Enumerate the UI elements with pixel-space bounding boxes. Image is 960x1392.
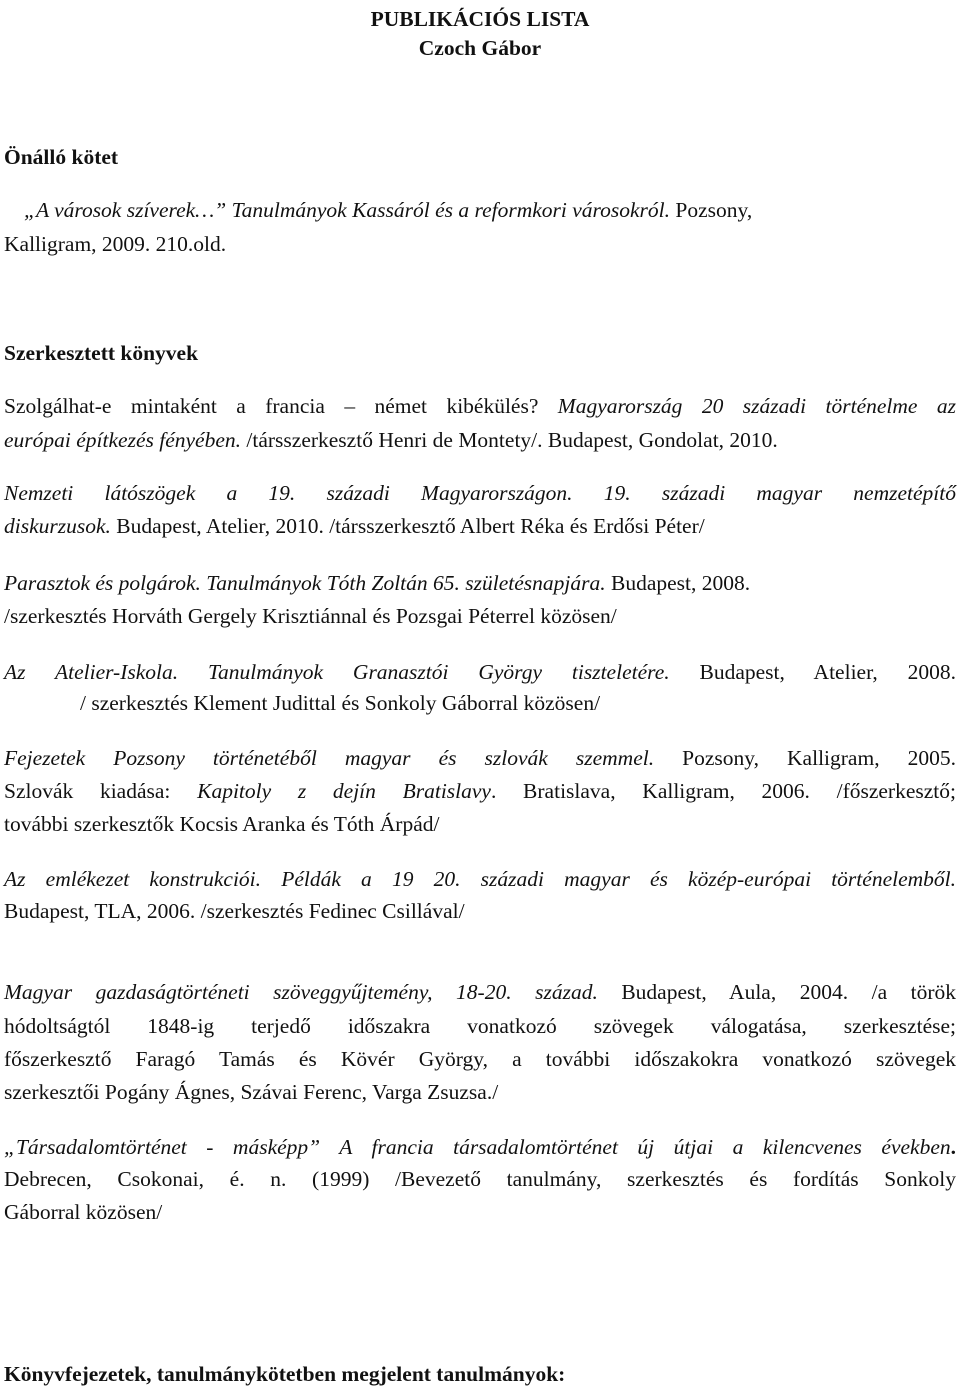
page-title: PUBLIKÁCIÓS LISTA xyxy=(370,7,590,31)
entry-szerk-3-line-1: Parasztok és polgárok. Tanulmányok Tóth Zoltán 65. születésnapjára. Budapest, 2008. xyxy=(4,571,751,595)
entry-onallo-1-line-1: „A városok szíverek…” Tanulmányok Kassáról és a reformkori városokról. Pozsony, xyxy=(24,198,753,222)
section-heading-szerkesztett: Szerkesztett könyvek xyxy=(4,341,199,365)
entry-szerk-5-line-1: Fejezetek Pozsony történetéből magyar és szlovák szemmel. Pozsony, Kalligram, 2005. xyxy=(4,746,956,770)
entry-szerk-6-line-1: Az emlékezet konstrukciói. Példák a 19 20. századi magyar és közép-európai történelemből. xyxy=(4,867,956,891)
section-heading-onallo: Önálló kötet xyxy=(4,145,119,169)
entry-szerk-8-line-2: Debrecen, Csokonai, é. n. (1999) /Bevezető tanulmány, szerkesztés és fordítás Sonkoly xyxy=(4,1167,956,1191)
author-name: Czoch Gábor xyxy=(418,36,542,60)
entry-szerk-3-line-2: /szerkesztés Horváth Gergely Krisztiánnal és Pozsgai Péterrel közösen/ xyxy=(4,604,617,628)
entry-szerk-4-line-2: / szerkesztés Klement Judittal és Sonkoly Gáborral közösen/ xyxy=(80,691,601,715)
section-heading-konyvfejezetek: Könyvfejezetek, tanulmánykötetben megjelent tanulmányok: xyxy=(4,1362,566,1386)
entry-szerk-6-line-2: Budapest, TLA, 2006. /szerkesztés Fedinec Csillával/ xyxy=(4,899,465,923)
entry-szerk-8-line-3: Gáborral közösen/ xyxy=(4,1200,163,1224)
entry-szerk-5-line-2: Szlovák kiadása: Kapitoly z dejín Bratislavy. Bratislava, Kalligram, 2006. /főszerkesztő; xyxy=(4,779,956,803)
entry-szerk-4-line-1: Az Atelier-Iskola. Tanulmányok Granasztói György tiszteletére. Budapest, Atelier, 2008. xyxy=(4,660,956,684)
entry-szerk-7-line-2: hódoltságtól 1848-ig terjedő időszakra vonatkozó szövegek válogatása, szerkesztése; xyxy=(4,1014,956,1038)
entry-szerk-7-line-4: szerkesztői Pogány Ágnes, Szávai Ferenc, Varga Zsuzsa./ xyxy=(4,1080,499,1104)
entry-szerk-5-line-3: további szerkesztők Kocsis Aranka és Tóth Árpád/ xyxy=(4,812,440,836)
entry-onallo-1-line-2: Kalligram, 2009. 210.old. xyxy=(4,232,227,256)
entry-szerk-7-line-1: Magyar gazdaságtörténeti szöveggyűjtemény, 18-20. század. Budapest, Aula, 2004. /a török xyxy=(4,980,956,1004)
entry-szerk-2-line-2: diskurzusok. Budapest, Atelier, 2010. /társszerkesztő Albert Réka és Erdősi Péter/ xyxy=(4,514,705,538)
entry-szerk-2-line-1: Nemzeti látószögek a 19. századi Magyarországon. 19. századi magyar nemzetépítő xyxy=(4,481,956,505)
entry-szerk-1-line-1: Szolgálhat-e mintaként a francia – német kibékülés? Magyarország 20 századi történelme az xyxy=(4,394,956,418)
entry-szerk-1-line-2: európai építkezés fényében. /társszerkesztő Henri de Montety/. Budapest, Gondolat, 2010. xyxy=(4,428,778,452)
entry-szerk-7-line-3: főszerkesztő Faragó Tamás és Kövér György, a további időszakokra vonatkozó szövegek xyxy=(4,1047,956,1071)
entry-szerk-8-line-1: „Társadalomtörténet - másképp” A francia társadalomtörténet új útjai a kilencvenes években. xyxy=(4,1135,956,1159)
